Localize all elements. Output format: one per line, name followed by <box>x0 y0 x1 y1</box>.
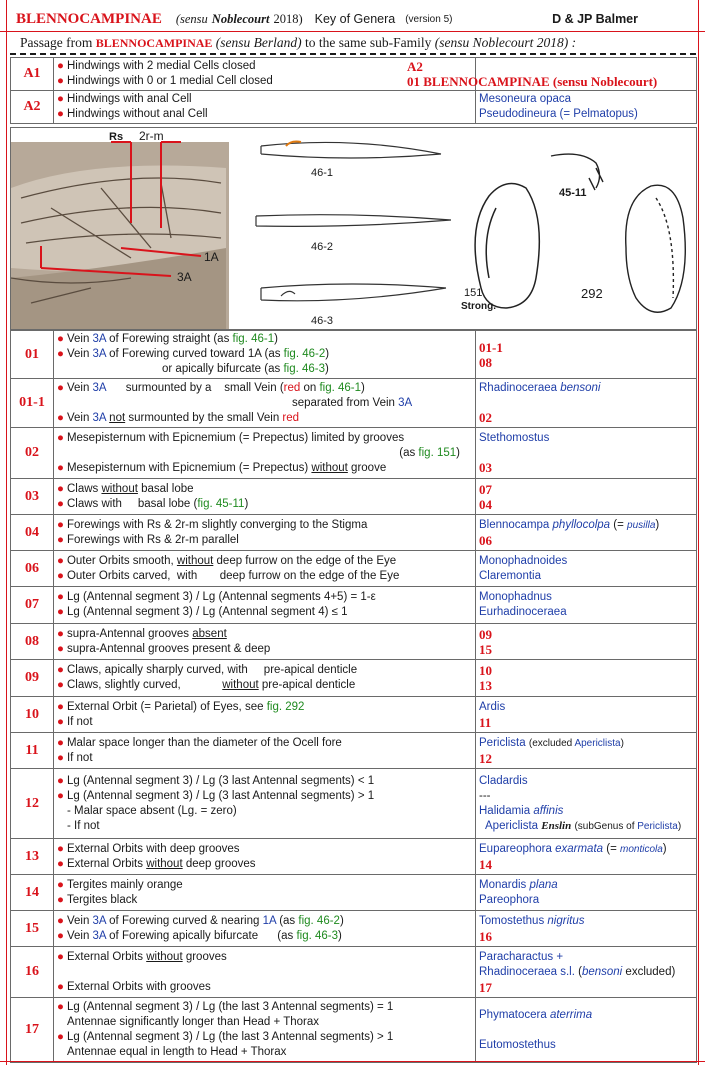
result-code[interactable]: 01 BLENNOCAMPINAE (sensu Noblecourt) <box>407 74 658 89</box>
couplet-result <box>476 911 697 947</box>
couplet-line: supra-Antennal grooves present & deep <box>66 642 271 655</box>
couplet-line: If not <box>66 751 93 764</box>
figure-label: 46-1 <box>311 167 334 179</box>
couplet-text: ● Hindwings with 2 medial Cells closed ● Hindwings with 0 or 1 medial Cell closed <box>54 58 476 91</box>
couplet-line: Lg (Antennal segment 3) / Lg (Antennal segment 4) ≤ 1 <box>66 606 348 618</box>
couplet-code: 17 <box>11 998 54 1063</box>
header-rule <box>0 31 705 32</box>
result-taxon[interactable]: Eupareophora exarmata (= monticola) <box>479 842 667 855</box>
couplet-code: A2 <box>11 91 54 124</box>
couplet-row-02 <box>11 428 697 479</box>
couplet-line: Antennae equal in length to Head + Thorax <box>67 1046 287 1058</box>
couplet-line: Lg (Antennal segment 3) / Lg (the last 3 Antennal segments) = 1 <box>66 1001 394 1013</box>
couplet-result <box>476 379 697 428</box>
couplet-row-10 <box>11 697 697 733</box>
result-code[interactable]: 03 <box>479 460 492 475</box>
right-margin-rule <box>698 0 699 1065</box>
couplet-text: ● Malar space longer than the diameter of the Ocell fore ● If not <box>54 733 476 769</box>
couplet-text: ● supra-Antennal grooves absent ● supra-Antennal grooves present & deep <box>54 624 476 660</box>
couplet-row-11 <box>11 733 697 769</box>
couplet-text: ● Mesepisternum with Epicnemium (= Prepectus) limited by grooves (as fig. 151) ● Mesepisternum with Epicnemium (= Prepectus) without groove <box>54 428 476 479</box>
result-code[interactable]: 15 <box>479 641 492 657</box>
couplet-text: ● External Orbit (= Parietal) of Eyes, see fig. 292 ● If not <box>54 697 476 733</box>
couplet-line: Lg (Antennal segment 3) / Lg (the last 3 Antennal segments) > 1 <box>66 1031 394 1043</box>
couplet-text: ● Vein 3A of Forewing curved & nearing 1A (as fig. 46-2) ● Vein 3A of Forewing apically bifurcate (as fig. 46-3) <box>54 911 476 947</box>
couplet-line: Hindwings with 0 or 1 medial Cell closed <box>66 75 273 87</box>
result-taxon[interactable]: Rhadinoceraea bensoni <box>479 382 601 394</box>
result-taxon[interactable]: Tomostethus nigritus <box>479 914 585 927</box>
couplet-result <box>476 697 697 733</box>
passage-from-sensu: (sensu Berland) <box>215 35 302 50</box>
couplet-text: ● Forewings with Rs & 2r-m slightly converging to the Stigma ● Forewings with Rs & 2r-m parallel <box>54 515 476 551</box>
couplet-row-09 <box>11 660 697 697</box>
passage-to-sensu: (sensu Noblecourt 2018) : <box>434 35 577 50</box>
couplet-result <box>476 660 697 697</box>
result-taxon[interactable]: Claremontia <box>479 569 541 582</box>
couplet-line: If not <box>66 715 93 728</box>
figure-label: 46-2 <box>311 241 334 253</box>
couplet-text: ● External Orbits without grooves ● External Orbits with grooves <box>54 947 476 998</box>
couplet-line: Hindwings without anal Cell <box>66 108 208 120</box>
couplet-text: ● Hindwings with anal Cell ● Hindwings without anal Cell <box>54 91 476 124</box>
couplet-row-A2 <box>11 91 697 124</box>
result-separator: --- <box>479 789 491 802</box>
couplet-line: Lg (Antennal segment 3) / Lg (3 last Antennal segments) < 1 <box>66 774 375 787</box>
result-taxon[interactable]: Phymatocera aterrima <box>479 1008 593 1021</box>
couplet-row-17 <box>11 998 697 1063</box>
result-code[interactable]: 12 <box>479 750 492 766</box>
header-key-label: Key of Genera <box>314 12 396 26</box>
result-taxon[interactable]: Blennocampa phyllocolpa (= pusilla) <box>479 518 660 531</box>
figure-46-2 <box>256 215 451 227</box>
couplet-text: ● Lg (Antennal segment 3) / Lg (the last 3 Antennal segments) = 1 Antennae significantly longer than Head + Thorax ● Lg (Antennal segment 3) / Lg (the last 3 Antennal segments) > 1 Antennae equal in length to Head + Thorax <box>54 998 476 1063</box>
couplet-code: 01-1 <box>11 379 54 428</box>
result-taxon[interactable]: Monardis plana <box>479 878 558 891</box>
couplet-text: ● Claws without basal lobe ● Claws with basal lobe (fig. 45-11) <box>54 479 476 515</box>
result-taxon[interactable]: Eurhadinoceraea <box>479 606 567 618</box>
result-taxon[interactable]: Halidamia affinis <box>479 804 564 817</box>
result-code[interactable]: 08 <box>479 354 492 370</box>
couplet-result <box>407 58 697 91</box>
couplet-text: ● Tergites mainly orange ● Tergites black <box>54 875 476 911</box>
couplet-row-14 <box>11 875 697 911</box>
page-header <box>10 8 698 30</box>
couplet-result <box>476 769 697 839</box>
couplet-line: Lg (Antennal segment 3) / Lg (Antennal segments 4+5) = 1-ε <box>66 591 376 603</box>
couplet-code: 16 <box>11 947 54 998</box>
figure-45-11 <box>551 154 603 190</box>
couplet-code: 06 <box>11 551 54 587</box>
couplet-row-07 <box>11 587 697 624</box>
figure-label: 2r-m <box>139 129 164 143</box>
result-taxon[interactable]: Apericlista Enslin (subGenus of Periclista) <box>485 819 682 832</box>
result-code[interactable]: 14 <box>479 856 492 872</box>
couplet-line: Forewings with Rs & 2r-m parallel <box>66 533 239 546</box>
couplet-result <box>476 587 697 624</box>
figure-label: 1A <box>204 250 219 264</box>
couplet-line: Hindwings with anal Cell <box>66 93 192 105</box>
header-authors: D & JP Balmer <box>552 12 638 26</box>
couplet-result <box>476 624 697 660</box>
result-code[interactable]: 07 <box>479 481 492 497</box>
couplet-code: 14 <box>11 875 54 911</box>
result-code[interactable]: 13 <box>479 678 492 693</box>
passage-prefix: Passage from <box>20 35 93 50</box>
wing-photo-figure <box>11 142 229 330</box>
couplet-result <box>476 551 697 587</box>
couplet-result <box>476 515 697 551</box>
couplet-code: 02 <box>11 428 54 479</box>
result-taxon[interactable]: Eutomostethus <box>479 1038 556 1051</box>
couplet-code: 08 <box>11 624 54 660</box>
couplet-row-13 <box>11 839 697 875</box>
couplet-row-A1 <box>11 58 697 91</box>
couplet-code: 01 <box>11 331 54 379</box>
couplet-code: A1 <box>11 58 54 91</box>
result-taxon[interactable]: Cladardis <box>479 774 528 787</box>
couplet-line: - Malar space absent (Lg. = zero) <box>67 804 237 817</box>
result-taxon[interactable]: Rhadinoceraea s.l. (bensoni excluded) <box>479 965 676 978</box>
couplet-text: ● External Orbits with deep grooves ● External Orbits without deep grooves <box>54 839 476 875</box>
result-taxon[interactable]: Stethomostus <box>479 432 550 444</box>
result-taxon[interactable]: Monophadnus <box>479 591 552 603</box>
couplet-result <box>476 733 697 769</box>
couplet-text: ● Vein 3A surmounted by a small Vein (red on fig. 46-1) separated from Vein 3A ● Vein 3A not surmounted by the small Vein red <box>54 379 476 428</box>
couplet-row-04 <box>11 515 697 551</box>
figure-label: 45-11 <box>559 187 587 199</box>
couplet-code: 07 <box>11 587 54 624</box>
result-code[interactable]: 17 <box>479 979 492 995</box>
couplet-line: - If not <box>67 819 100 832</box>
couplet-row-12 <box>11 769 697 839</box>
couplet-line: Tergites black <box>66 893 138 906</box>
header-title: BLENNOCAMPINAE <box>16 10 162 27</box>
figure-46-1 <box>261 142 441 159</box>
couplet-text: ● Vein 3A of Forewing straight (as fig. 46-1) ● Vein 3A of Forewing curved toward 1A (as fig. 46-2) or apically bifurcate (as fig. 46-3) <box>54 331 476 379</box>
couplet-code: 03 <box>11 479 54 515</box>
figure-label: 292 <box>581 286 603 301</box>
couplet-code: 15 <box>11 911 54 947</box>
figure-292 <box>626 185 686 312</box>
result-taxon[interactable]: Ardis <box>479 700 506 713</box>
result-taxon[interactable]: Pareophora <box>479 893 540 906</box>
couplet-line: Malar space longer than the diameter of the Ocell fore <box>66 736 342 749</box>
header-sensu-author: Noblecourt <box>211 11 270 26</box>
couplet-code: 10 <box>11 697 54 733</box>
couplet-line: External Orbits with grooves <box>66 980 211 993</box>
couplet-result <box>476 947 697 998</box>
key-table-main <box>10 330 697 1063</box>
result-taxon[interactable]: Monophadnoides <box>479 554 568 567</box>
couplet-text: ● Lg (Antennal segment 3) / Lg (3 last Antennal segments) < 1 ● Lg (Antennal segment 3) / Lg (3 last Antennal segments) > 1 - Malar space absent (Lg. = zero) - If not <box>54 769 476 839</box>
couplet-line: Antennae significantly longer than Head + Thorax <box>67 1016 319 1028</box>
result-code[interactable]: 16 <box>479 928 492 944</box>
bottom-rule <box>0 1061 705 1062</box>
couplet-code: 04 <box>11 515 54 551</box>
couplet-code: 12 <box>11 769 54 839</box>
figure-46-3 <box>261 284 446 301</box>
couplet-line: Lg (Antennal segment 3) / Lg (3 last Antennal segments) > 1 <box>66 789 375 802</box>
header-sensu-year: 2018) <box>273 11 303 26</box>
couplet-result <box>476 998 697 1063</box>
passage-middle: to the same sub-Family <box>305 35 432 50</box>
figure-label: 3A <box>177 270 192 284</box>
couplet-result <box>476 875 697 911</box>
result-taxon[interactable]: Mesoneura opaca <box>479 93 572 105</box>
passage-from-group: BLENNOCAMPINAE <box>95 35 213 50</box>
result-taxon[interactable]: Periclista (excluded Apericlista) <box>479 736 624 749</box>
couplet-row-01-1 <box>11 379 697 428</box>
couplet-row-01 <box>11 331 697 379</box>
couplet-result <box>476 428 697 479</box>
result-code[interactable]: 10 <box>479 663 492 678</box>
figure-label: 151 <box>464 287 483 299</box>
couplet-result <box>476 479 697 515</box>
couplet-line: Forewings with Rs & 2r-m slightly converging to the Stigma <box>66 518 368 531</box>
couplet-code: 09 <box>11 660 54 697</box>
couplet-line: Hindwings with 2 medial Cells closed <box>66 60 256 72</box>
passage-line <box>10 33 696 55</box>
couplet-result <box>476 331 697 379</box>
couplet-line: Mesepisternum with Epicnemium (= Prepectus) limited by grooves <box>66 431 405 444</box>
couplet-row-16 <box>11 947 697 998</box>
result-taxon[interactable]: Paracharactus + <box>479 950 564 963</box>
result-code[interactable]: A2 <box>407 59 423 74</box>
couplet-text: ● Outer Orbits smooth, without deep furrow on the edge of the Eye ● Outer Orbits carved, with deep furrow on the edge of the Eye <box>54 551 476 587</box>
couplet-row-08 <box>11 624 697 660</box>
couplet-result <box>476 91 697 124</box>
result-code[interactable]: 09 <box>479 626 492 642</box>
left-margin-rule <box>6 0 7 1065</box>
result-code[interactable]: 11 <box>479 714 492 730</box>
couplet-line: Tergites mainly orange <box>66 878 183 891</box>
couplet-row-06 <box>11 551 697 587</box>
key-table-top <box>10 57 697 124</box>
figure-label: Rs <box>109 131 124 143</box>
couplet-code: 13 <box>11 839 54 875</box>
result-code[interactable]: 06 <box>479 532 492 548</box>
result-taxon[interactable]: Pseudodineura (= Pelmatopus) <box>479 108 638 120</box>
couplet-text: ● Claws, apically sharply curved, with pre-apical denticle ● Claws, slightly curved, without pre-apical denticle <box>54 660 476 697</box>
couplet-row-03 <box>11 479 697 515</box>
couplet-text: ● Lg (Antennal segment 3) / Lg (Antennal segments 4+5) = 1-ε ● Lg (Antennal segment 3) / Lg (Antennal segment 4) ≤ 1 <box>54 587 476 624</box>
figure-panel <box>10 127 697 330</box>
figure-151 <box>475 184 539 309</box>
couplet-line: External Orbits with deep grooves <box>66 842 240 855</box>
result-code[interactable]: 02 <box>479 410 492 425</box>
header-sensu-prefix: (sensu <box>175 11 208 26</box>
result-code[interactable]: 04 <box>479 496 492 512</box>
figure-label: 46-3 <box>311 315 334 327</box>
couplet-code: 11 <box>11 733 54 769</box>
couplet-result <box>476 839 697 875</box>
figure-label: Strong. <box>461 301 496 312</box>
figure-drawings <box>11 128 697 330</box>
header-version: (version 5) <box>405 13 453 25</box>
result-code[interactable]: 01-1 <box>479 339 503 355</box>
couplet-row-15 <box>11 911 697 947</box>
